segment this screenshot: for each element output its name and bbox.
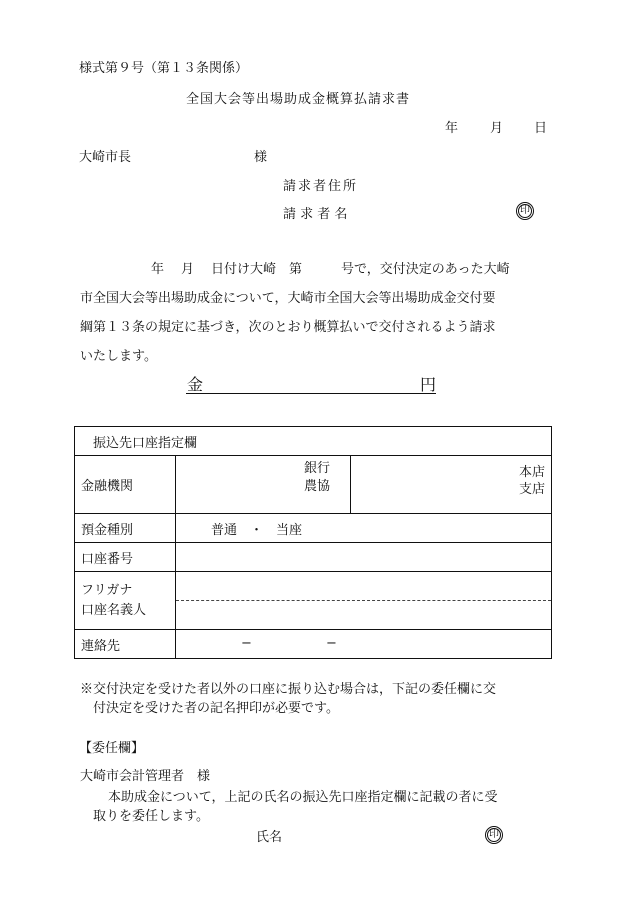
coop-option: 農協 xyxy=(303,479,330,494)
head-office-option: 本店 xyxy=(518,465,545,480)
delegation-seal-icon: 印 xyxy=(485,826,503,844)
date-year: 年 xyxy=(445,121,459,136)
requester-address-label: 請求者住所 xyxy=(283,179,359,194)
addressee-honorific: 様 xyxy=(254,150,268,165)
date-month: 月 xyxy=(490,121,504,136)
deposit-type-options[interactable]: 普通 ・ 当座 xyxy=(176,514,552,543)
request-body xyxy=(80,255,550,371)
notice-line-1: ※交付決定を受けた者以外の口座に振り込む場合は，下記の委任欄に交 xyxy=(80,682,497,697)
delegation-line-2: 取りを委任します。 xyxy=(93,809,209,824)
contact-label: 連絡先 xyxy=(75,630,176,659)
form-number: 様式第９号（第１３条関係） xyxy=(79,61,249,76)
delegation-line-1: 本助成金について，上記の氏名の振込先口座指定欄に記載の者に受 xyxy=(108,790,498,805)
account-number-field[interactable] xyxy=(176,543,552,572)
delegation-name-label: 氏名 xyxy=(256,830,283,845)
furigana-field[interactable] xyxy=(176,572,551,601)
body-line-2: 市全国大会等出場助成金について，大崎市全国大会等出場助成金交付要 xyxy=(80,291,496,306)
furigana-label: フリガナ xyxy=(81,582,133,598)
account-number-label: 口座番号 xyxy=(75,543,176,572)
branch-option: 支店 xyxy=(518,482,545,497)
bank-option: 銀行 xyxy=(303,461,330,476)
document-title: 全国大会等出場助成金概算払請求書 xyxy=(186,92,411,107)
body-line-4: いたします。 xyxy=(80,349,157,364)
body-month: 月 xyxy=(181,262,195,277)
branch-cell[interactable] xyxy=(351,456,552,514)
holder-labels xyxy=(75,572,176,630)
account-table xyxy=(74,426,552,659)
holder-label: 口座名義人 xyxy=(81,602,147,618)
holder-field[interactable] xyxy=(176,572,552,630)
amount-prefix: 金 xyxy=(187,375,204,394)
contact-dash-2: − xyxy=(326,636,337,651)
deposit-type-label: 預金種別 xyxy=(75,514,176,543)
notice-line-2: 付決定を受けた者の記名押印が必要です。 xyxy=(93,701,339,716)
requester-name-label: 請 求 者 名 xyxy=(283,207,348,222)
addressee-name: 大崎市長 xyxy=(79,150,132,165)
body-year: 年 xyxy=(151,262,165,277)
amount-line xyxy=(186,373,436,394)
contact-field[interactable] xyxy=(176,630,552,659)
amount-suffix: 円 xyxy=(420,375,437,394)
holder-name-field[interactable] xyxy=(176,601,551,629)
institution-label: 金融機関 xyxy=(75,456,176,514)
body-line-3: 綱第１３条の規定に基づき，次のとおり概算払いで交付されるよう請求 xyxy=(80,320,496,335)
body-line-1-rest: 日付け大崎 第 号で，交付決定のあった大崎 xyxy=(211,262,510,277)
institution-name-cell[interactable] xyxy=(176,456,351,514)
delegation-addressee: 大崎市会計管理者 様 xyxy=(80,769,211,784)
delegation-heading: 【委任欄】 xyxy=(79,741,145,756)
body-line-1 xyxy=(80,255,550,284)
date-day: 日 xyxy=(534,121,548,136)
seal-icon: 印 xyxy=(516,202,534,220)
contact-dash-1: − xyxy=(241,636,252,651)
account-table-header: 振込先口座指定欄 xyxy=(75,427,552,456)
